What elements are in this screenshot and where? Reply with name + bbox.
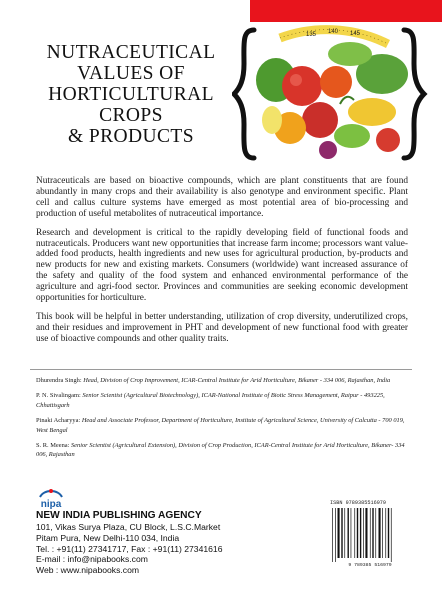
isbn-label: ISBN 9789385516979 <box>330 500 387 506</box>
blurb-paragraph: This book will be helpful in better understanding, utilization of crop diversity, underutilized crops, and their residues and improvement in PHT and development of new functional food with greater use of bioactive compounds and other quality traits. <box>36 311 408 344</box>
barcode-bar <box>385 508 386 558</box>
author-entry <box>36 416 408 435</box>
publisher-name: NEW INDIA PUBLISHING AGENCY <box>36 510 202 521</box>
tape-number: 135 <box>306 32 317 38</box>
title-line: HORTICULTURAL <box>48 84 214 105</box>
title-line: CROPS <box>99 105 163 126</box>
book-title <box>26 42 236 147</box>
barcode-bar <box>370 508 371 558</box>
author-list <box>36 376 408 466</box>
barcode-bar <box>332 508 333 562</box>
barcode-bar <box>354 508 355 558</box>
barcode-bar <box>344 508 345 558</box>
barcode-bar <box>382 508 383 558</box>
barcode-bar <box>391 508 392 562</box>
barcode-bar <box>363 508 364 558</box>
author-affiliation: Senior Scientist (Agricultural Extension), Division of Crop Production, ICAR-Central Institute for Arid Horticulture, Bikaner- 334 006, Rajasthan <box>36 442 405 459</box>
blurb-text <box>36 176 408 353</box>
left-brace-icon <box>234 30 254 158</box>
title-line: NUTRACEUTICAL <box>46 42 216 63</box>
barcode-bar <box>341 508 342 558</box>
barcode-bar <box>372 508 373 558</box>
tape-number: 145 <box>350 31 361 37</box>
tape-number: 140 <box>328 29 339 35</box>
barcode-bar <box>375 508 376 558</box>
author-name: S. R. Meena: <box>36 442 70 450</box>
author-affiliation: Head, Division of Crop Improvement, ICAR-Central Institute for Arid Horticulture, Bikaner - 334 006, Rajasthan, India <box>83 377 391 384</box>
barcode-bar <box>360 508 361 558</box>
barcode-bar <box>379 508 381 558</box>
author-affiliation: Senior Scientist (Agricultural Biotechnology), ICAR-National Institute of Biotic Stress Management, Raipur - 493225, Chhattisgarh <box>36 392 385 409</box>
barcode-bar <box>335 508 336 562</box>
publisher-block <box>36 509 296 576</box>
barcode-bar <box>351 508 352 558</box>
section-divider <box>30 369 412 370</box>
publisher-address: Pitam Pura, New Delhi-110 034, India <box>36 532 180 543</box>
barcode-bar <box>388 508 389 558</box>
barcode-icon <box>330 508 410 562</box>
author-entry <box>36 391 408 410</box>
barcode-bar <box>338 508 340 558</box>
author-entry <box>36 441 408 460</box>
blurb-paragraph: Research and development is critical to the rapidly developing field of functional foods and nutraceuticals. Producers want new opportunities that increase farm income; processors want value-added food products, health ingredients and new uses for agricultural production, by-products and new products for new and existing markets. Consumers (worldwide) want increased assurance of the safety and quality of the food system and enhanced environmental performance of the agriculture and agri-food sector. Provinces and communities are seeking economic development opportunities for horticulture. <box>36 227 408 304</box>
barcode-bar <box>348 508 349 558</box>
barcode-bar <box>365 508 367 558</box>
author-name: Pinaki Acharyya: <box>36 417 81 425</box>
barcode-digits: 9 789385 516979 <box>348 563 392 568</box>
title-line: & PRODUCTS <box>68 126 194 147</box>
author-affiliation: Head and Associate Professor, Department of Horticulture, Institute of Agricultural Science, University of Calcutta - 700 019, West Bengal <box>36 417 405 434</box>
title-line: VALUES OF <box>77 63 185 84</box>
publisher-phone: Tel. : +91(11) 27341717, Fax : +91(11) 27341616 <box>36 543 223 554</box>
top-band-white-area <box>0 0 250 22</box>
logo-text: nipa <box>40 499 62 509</box>
publisher-address: 101, Vikas Surya Plaza, CU Block, L.S.C.Market <box>36 522 221 532</box>
publisher-email[interactable]: E-mail : info@nipabooks.com <box>36 554 148 565</box>
author-entry <box>36 376 408 385</box>
publisher-website[interactable]: Web : www.nipabooks.com <box>36 565 140 576</box>
author-name: Dhurendra Singh: <box>36 377 82 384</box>
barcode-bar <box>357 508 358 558</box>
author-name: P. N. Sivalingam: <box>36 392 81 400</box>
fruit-vegetable-illustration-icon <box>232 24 432 166</box>
right-brace-icon <box>404 30 424 158</box>
nipa-logo-icon <box>36 487 66 509</box>
top-red-band <box>0 0 442 22</box>
blurb-paragraph: Nutraceuticals are based on bioactive compounds, which are plant constituents that are found abundantly in many crops and their availability is also genotype and environment specific. Plant cell and callus culture systems have emerged as most potential area of bio-processing and production of useful metabolites of nutraceutical importance. <box>36 176 408 219</box>
